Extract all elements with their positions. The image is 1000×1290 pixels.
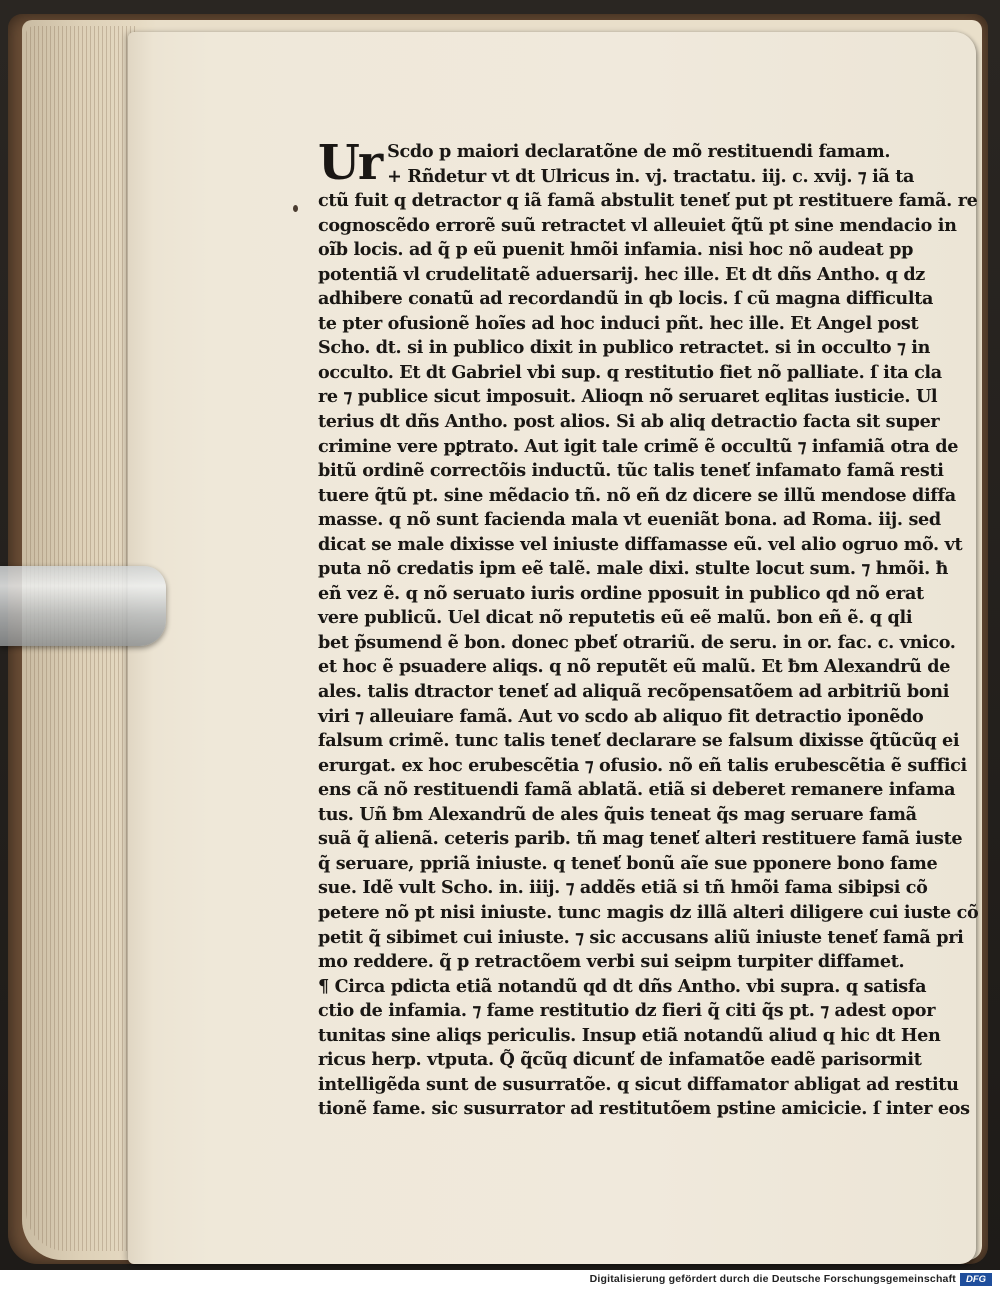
text-line: + Rñdetur vt dt Ulricus in. vj. tractatu. iij. c. xvij. ⁊ iã ta [387,165,915,187]
footer-credit: Digitalisierung gefördert durch die Deutsche Forschungsgemeinschaft [589,1273,956,1285]
page-text [318,135,979,1122]
page-holder-clip [0,566,166,646]
text-line: terius dt dñs Antho. post alios. Si ab aliq detractio facta sit super [318,411,940,433]
text-line: ¶ Circa pdicta etiã notandũ qd dt dñs Antho. vbi supra. q satisfa [318,975,927,997]
text-line: petit q̃ sibimet cui iniuste. ⁊ sic accusans aliũ iniuste teneť famã pri [318,926,964,948]
text-lines [318,135,979,1122]
text-line: viri ⁊ alleuiare famã. Aut vo scdo ab aliquo fit detractio iponẽdo [318,705,924,727]
text-line: bitũ ordinẽ correctõis inductũ. tũc talis teneť infamato famã resti [318,460,944,482]
text-line: cognoscẽdo errorẽ suũ retractet vl alleuiet q̃tũ pt sine mendacio in [318,214,957,236]
text-line: falsum crimẽ. tunc talis teneť declarare se falsum dixisse q̃tũcũq ei [318,730,960,752]
text-line: puta nõ credatis ipm eẽ talẽ. male dixi. stulte locut sum. ⁊ hmõi. ħ [318,558,949,580]
dfg-logo: DFG [960,1273,992,1286]
text-line: dicat se male dixisse vel iniuste diffamasse eũ. vel alio ogruo mõ. vt [318,533,963,555]
text-line: ctũ fuit q detractor q iã famã abstulit teneť put pt restituere famã. re [318,190,978,212]
text-line: ales. talis dtractor teneť ad aliquã recõpensatõem ad arbitriũ boni [318,681,950,703]
text-line: crimine vere pꝑtrato. Aut igit tale crimẽ ẽ occultũ ⁊ infamiã otra de [318,435,959,457]
text-line: tuere q̃tũ pt. sine mẽdacio tñ. nõ eñ dz dicere se illũ mendose diffa [318,484,956,506]
text-line: masse. q nõ sunt facienda mala vt eueniãt bona. ad Roma. iij. sed [318,509,941,531]
text-line: ricus herp. vtputa. Q̃ q̃cũq dicunť de infamatõe eadẽ parisormit [318,1049,922,1071]
text-line: q̃ seruare, ppriã iniuste. q teneť bonũ aĩe sue pponere bono fame [318,852,938,874]
text-line: sue. Idẽ vult Scho. in. iiij. ⁊ addẽs etiã si tñ hmõi fama sibipsi cõ [318,877,928,899]
text-line: ens cã nõ restituendi famã ablatã. etiã si deberet remanere infama [318,779,956,801]
text-line: erurgat. ex hoc erubescẽtia ⁊ ofusio. nõ eñ talis erubescẽtia ẽ suffici [318,754,967,776]
text-line: et hoc ẽ psuadere aliqs. q nõ reputẽt eũ malũ. Et ƀm Alexandrũ de [318,656,951,678]
text-line: suã q̃ alienã. ceteris parib. tñ mag teneť alteri restituere famã iuste [318,828,963,850]
text-line: re ⁊ publice sicut imposuit. Alioqn nõ seruaret eqlitas iusticie. Ul [318,386,938,408]
text-line: tunitas sine aliqs periculis. Insup etiã notandũ aliud q hic dt Hen [318,1024,941,1046]
text-line: occulto. Et dt Gabriel vbi sup. q restitutio fiet nõ palliate. ſ ita cla [318,361,942,383]
ink-spot [293,205,298,212]
text-line: Scho. dt. si in publico dixit in publico retractet. si in occulto ⁊ in [318,337,931,359]
text-line: adhibere conatũ ad recordandũ in qb locis. ſ cũ magna difficulta [318,288,934,310]
text-line: tus. Uñ ƀm Alexandrũ de ales q̃uis teneat q̃s mag seruare famã [318,803,917,825]
text-line: intelligẽda sunt de susurratõe. q sicut diffamator abligat ad restitu [318,1073,959,1095]
text-line: petere nõ pt nisi iniuste. tunc magis dz illã alteri diligere cui iuste cõ [318,901,979,923]
text-line: tionẽ fame. sic susurrator ad restitutõem pstine amicicie. ſ inter eos [318,1098,970,1120]
initial-letter: Ur [318,135,382,191]
text-line: Scdo p maiori declaratõne de mõ restituendi famam. [387,141,891,162]
text-line: ctio de infamia. ⁊ fame restitutio dz fieri q̃ citi q̃s pt. ⁊ adest opor [318,1000,936,1022]
text-line: eñ vez ẽ. q nõ seruato iuris ordine pposuit in publico qd nõ erat [318,582,924,604]
text-line: vere publicũ. Uel dicat nõ reputetis eũ eẽ malũ. bon eñ ẽ. q qli [318,607,913,629]
text-line: oĩb locis. ad q̃ p eũ puenit hmõi infamia. nisi hoc nõ audeat pp [318,239,914,261]
text-line: bet p̃sumend ẽ bon. donec pbeť otrariũ. de seru. in or. fac. c. vnico. [318,631,956,653]
text-line: potentiã vl crudelitatẽ aduersarij. hec ille. Et dt dñs Antho. q dz [318,263,925,285]
text-line: mo reddere. q̃ p retractõem verbi sui seipm turpiter diffamet. [318,951,905,973]
text-line: te pter ofusionẽ hoĩes ad hoc induci pñt. hec ille. Et Angel post [318,312,919,334]
